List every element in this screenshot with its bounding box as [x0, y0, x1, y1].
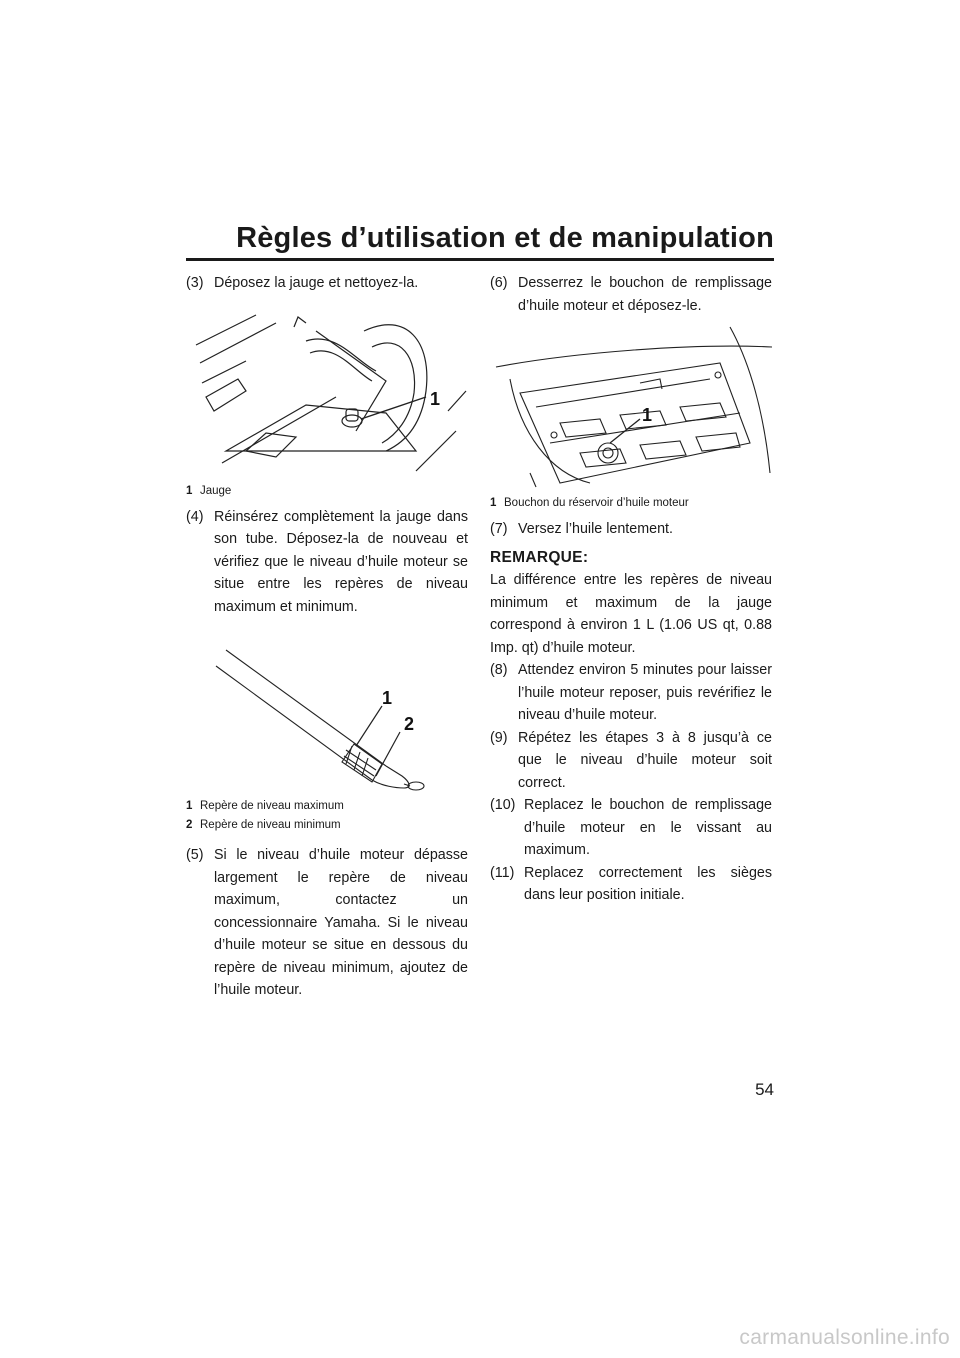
watermark: carmanualsonline.info: [739, 1326, 950, 1349]
step-number: (4): [186, 508, 204, 525]
dipstick-location-illustration: [186, 301, 468, 481]
step-number: (8): [490, 662, 508, 678]
step-11: [490, 862, 772, 907]
caption-text: Jauge: [200, 484, 232, 497]
step-text: Versez l’huile lentement.: [518, 521, 673, 537]
callout-1: 1: [430, 388, 441, 409]
page-number: 54: [755, 1080, 774, 1099]
oil-cap-illustration: [490, 323, 772, 493]
caption-text: Repère de niveau minimum: [200, 819, 341, 831]
step-text: Replacez le bouchon de remplissage d’huile moteur en le vissant au maximum.: [524, 797, 772, 858]
caption-text: Repère de niveau maximum: [200, 800, 344, 812]
step-3: [186, 272, 468, 295]
step-text: Replacez correctement les sièges dans leur position initiale.: [524, 864, 772, 903]
note-heading: REMARQUE:: [490, 548, 589, 566]
step-text: Desserrez le bouchon de remplissage d’huile moteur et déposez-le.: [518, 275, 772, 314]
caption-number: 1: [490, 497, 497, 509]
step-10: [490, 794, 772, 862]
step-9: [490, 727, 772, 795]
figure-caption-2: [186, 817, 468, 834]
step-6: [490, 272, 772, 317]
callout-1: 1: [642, 405, 653, 425]
left-column: [186, 272, 468, 1002]
step-number: (5): [186, 847, 204, 863]
step-text: Attendez environ 5 minutes pour laisser l’huile moteur reposer, puis revérifiez le niveau d’huile moteur.: [518, 662, 772, 723]
page-title: Règles d’utilisation et de manipulation: [236, 222, 774, 254]
step-text: Déposez la jauge et nettoyez-la.: [214, 275, 419, 291]
step-number: (9): [490, 729, 508, 746]
caption-number: 2: [186, 819, 193, 831]
figure-oil-cap: [490, 323, 772, 512]
callout-2: 2: [404, 714, 415, 734]
step-number: (3): [186, 275, 204, 291]
step-number: (6): [490, 275, 508, 291]
dipstick-marks-illustration: [186, 636, 468, 796]
figure-dipstick-marks: [186, 636, 468, 834]
step-4: [186, 506, 468, 619]
figure-caption-1: [186, 798, 468, 815]
figure-caption: [186, 483, 468, 500]
right-column: [490, 272, 772, 907]
caption-number: 1: [186, 484, 193, 497]
step-text: Si le niveau d’huile moteur dépasse largement le repère de niveau maximum, contactez un concessionnaire Yamaha. Si le niveau d’huile moteur se situe en dessous du repère de niveau minimum, ajoutez de l’huile moteur.: [214, 847, 468, 998]
step-number: (11): [490, 864, 515, 881]
caption-text: Bouchon du réservoir d’huile moteur: [504, 497, 689, 509]
figure-caption: [490, 495, 772, 512]
step-text: Répétez les étapes 3 à 8 jusqu’à ce que le niveau d’huile moteur soit correct.: [518, 729, 772, 791]
callout-1: 1: [382, 688, 393, 708]
step-7: [490, 518, 772, 541]
figure-dipstick-location: [186, 301, 468, 500]
header-rule: [186, 258, 774, 261]
step-8: [490, 659, 772, 727]
step-5: [186, 844, 468, 1002]
note-text: La différence entre les repères de niveau minimum et maximum de la jauge correspond à environ 1 L (1.06 US qt, 0.88 Imp. qt) d’huile moteur.: [490, 572, 772, 656]
step-text: Réinsérez complètement la jauge dans son tube. Déposez-la de nouveau et vérifiez que le niveau d’huile moteur se situe entre les repères de niveau maximum et minimum.: [214, 508, 468, 615]
caption-number: 1: [186, 800, 193, 812]
step-number: (10): [490, 797, 516, 813]
step-number: (7): [490, 521, 508, 537]
